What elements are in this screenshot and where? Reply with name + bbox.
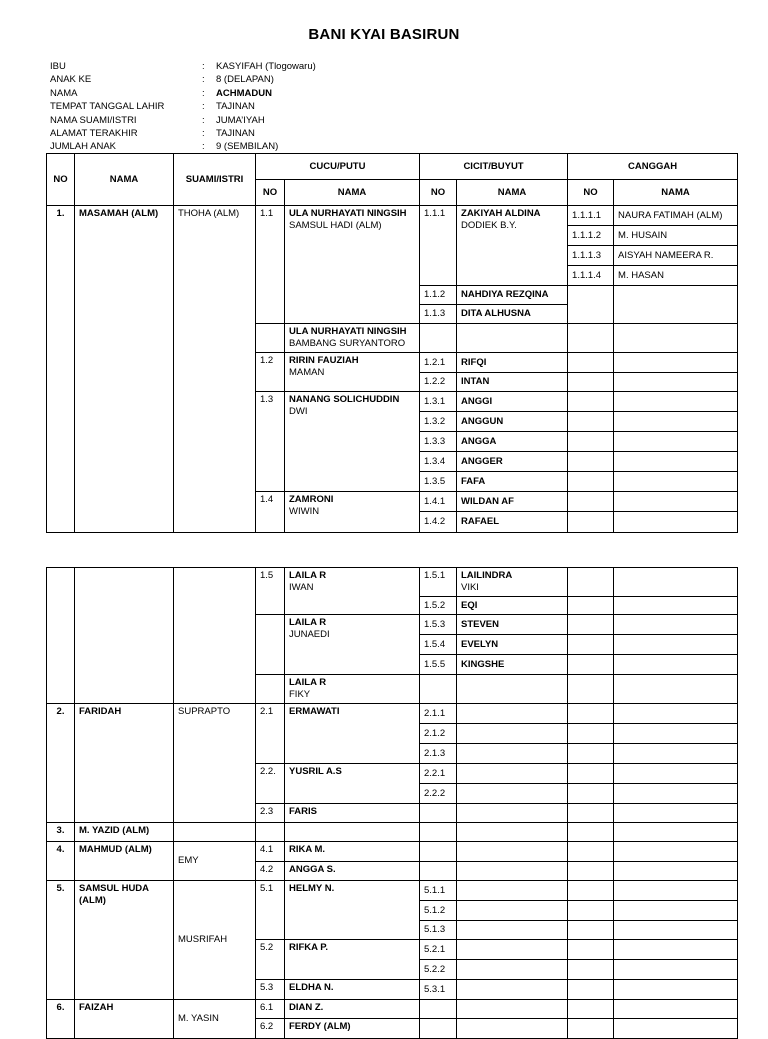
grandchild-name: FERDY (ALM) (285, 1019, 420, 1039)
empty-cell (568, 862, 614, 881)
empty-cell (568, 980, 614, 1000)
info-label: IBU (50, 61, 66, 72)
empty-cell (614, 392, 738, 412)
empty-cell (420, 1019, 457, 1039)
great-grandchild-name: ANGGUN (457, 412, 568, 432)
empty-cell (614, 324, 738, 353)
grandchild-no: 5.2 (256, 940, 285, 980)
empty-cell (614, 373, 738, 392)
child-no: 3. (47, 823, 75, 842)
grandchild-no: 1.4 (256, 492, 285, 533)
empty-cell (614, 597, 738, 615)
grandchild-no: 5.3 (256, 980, 285, 1000)
great-grandchild-no: 1.5.5 (420, 655, 457, 675)
grandchild-name: LAILA R (289, 570, 327, 581)
empty-cell (614, 704, 738, 724)
document-title: BANI KYAI BASIRUN (308, 26, 460, 43)
empty-cell (614, 842, 738, 862)
empty-cell (568, 568, 614, 597)
empty-cell (614, 286, 738, 324)
grandchild-spouse: WIWIN (289, 506, 320, 517)
info-row-ibu (50, 60, 316, 73)
empty-cell (420, 823, 457, 842)
child-no: 5. (47, 881, 75, 1000)
great-grandchild-no: 5.2.1 (420, 940, 457, 960)
great-grandchild-no: 2.2.2 (420, 784, 457, 804)
child-no: 6. (47, 1000, 75, 1039)
empty-cell (256, 615, 285, 675)
empty-cell (420, 804, 457, 823)
grandchild-no: 2.1 (256, 704, 285, 764)
great-grandchild-cell (457, 568, 568, 597)
empty-cell (614, 492, 738, 512)
grandchild-name: LAILA R (289, 677, 327, 688)
empty-cell (568, 921, 614, 940)
grandchild-no: 2.3 (256, 804, 285, 823)
person-info (50, 60, 316, 154)
grandchild-cell (285, 392, 420, 492)
empty-cell (47, 568, 75, 704)
great-grandchild-no: 1.3.2 (420, 412, 457, 432)
great-grandchild-name: KINGSHE (457, 655, 568, 675)
empty-cell (568, 1019, 614, 1039)
grandchild-no: 6.2 (256, 1019, 285, 1039)
empty-cell (568, 764, 614, 784)
grandchild-spouse: MAMAN (289, 367, 325, 378)
empty-cell (568, 472, 614, 492)
info-row-jumlah-anak (50, 140, 316, 153)
empty-cell (457, 324, 568, 353)
great-great-grandchild-name: AISYAH NAMEERA R. (614, 246, 738, 266)
great-grandchild-no: 1.3.1 (420, 392, 457, 412)
grandchild-cell (285, 615, 420, 675)
empty-cell (457, 1000, 568, 1019)
child-spouse: M. YASIN (174, 1000, 256, 1039)
great-grandchild-no: 5.1.3 (420, 921, 457, 940)
great-grandchild-name: EQI (457, 597, 568, 615)
family-table-1 (46, 153, 738, 533)
great-great-grandchild-no: 1.1.1.4 (568, 266, 614, 286)
grandchild-no: 2.2. (256, 764, 285, 804)
info-value: TAJINAN (216, 127, 255, 139)
great-grandchild-spouse: VIKI (461, 582, 479, 593)
grandchild-no: 5.1 (256, 881, 285, 940)
empty-cell (256, 823, 285, 842)
empty-cell (457, 764, 568, 784)
empty-cell (420, 324, 457, 353)
info-value: KASYIFAH (Tlogowaru) (216, 61, 316, 72)
info-row-nama (50, 87, 316, 100)
info-row-alamat (50, 127, 316, 140)
info-label: TEMPAT TANGGAL LAHIR (50, 101, 165, 113)
grandchild-name: NANANG SOLICHUDDIN (289, 394, 400, 405)
grandchild-name: FARIS (285, 804, 420, 823)
empty-cell (457, 881, 568, 901)
great-grandchild-name: FAFA (457, 472, 568, 492)
empty-cell (614, 615, 738, 635)
empty-cell (614, 940, 738, 960)
great-grandchild-name: STEVEN (457, 615, 568, 635)
empty-cell (614, 784, 738, 804)
empty-cell (614, 635, 738, 655)
great-great-grandchild-no: 1.1.1.3 (568, 246, 614, 266)
great-grandchild-name: ANGGER (457, 452, 568, 472)
empty-cell (614, 862, 738, 881)
great-grandchild-name: WILDAN AF (457, 492, 568, 512)
great-grandchild-name: ZAKIYAH ALDINA (461, 208, 541, 219)
great-grandchild-no: 1.4.1 (420, 492, 457, 512)
empty-cell (457, 960, 568, 980)
header-nama: NAMA (75, 154, 174, 206)
empty-cell (568, 432, 614, 452)
great-grandchild-no: 1.4.2 (420, 512, 457, 533)
grandchild-name: DIAN Z. (285, 1000, 420, 1019)
info-value: 9 (SEMBILAN) (216, 141, 279, 153)
empty-cell (614, 744, 738, 764)
empty-cell (457, 940, 568, 960)
great-great-grandchild-name: NAURA FATIMAH (ALM) (614, 206, 738, 226)
table-row (47, 881, 738, 901)
empty-cell (568, 744, 614, 764)
great-grandchild-no: 5.1.1 (420, 881, 457, 901)
grandchild-name: ANGGA S. (285, 862, 420, 881)
child-name: SAMSUL HUDA (ALM) (75, 881, 174, 1000)
great-grandchild-cell (457, 206, 568, 286)
header-no: NO (47, 154, 75, 206)
empty-cell (457, 704, 568, 724)
info-separator: : (202, 114, 205, 126)
child-name: MASAMAH (ALM) (75, 206, 174, 533)
grandchild-no: 1.2 (256, 353, 285, 392)
empty-cell (457, 744, 568, 764)
info-label: ALAMAT TERAKHIR (50, 127, 138, 139)
grandchild-cell (285, 353, 420, 392)
empty-cell (614, 901, 738, 921)
empty-cell (568, 823, 614, 842)
empty-cell (457, 842, 568, 862)
info-row-anak-ke (50, 73, 316, 86)
great-grandchild-no: 1.5.4 (420, 635, 457, 655)
empty-cell (568, 597, 614, 615)
empty-cell (457, 823, 568, 842)
empty-cell (568, 675, 614, 704)
great-grandchild-no: 1.3.4 (420, 452, 457, 472)
grandchild-spouse: BAMBANG SURYANTORO (289, 338, 406, 349)
great-grandchild-no: 2.2.1 (420, 764, 457, 784)
great-grandchild-no: 1.2.1 (420, 353, 457, 373)
empty-cell (457, 901, 568, 921)
empty-cell (568, 373, 614, 392)
info-separator: : (202, 141, 205, 153)
grandchild-name: ELDHA N. (285, 980, 420, 1000)
empty-cell (614, 804, 738, 823)
empty-cell (614, 655, 738, 675)
great-grandchild-spouse: DODIEK B.Y. (461, 220, 517, 231)
child-no: 4. (47, 842, 75, 881)
empty-cell (568, 960, 614, 980)
grandchild-cell (285, 568, 420, 615)
empty-cell (614, 980, 738, 1000)
great-grandchild-no: 1.3.3 (420, 432, 457, 452)
empty-cell (568, 724, 614, 744)
info-row-nama-suami-istri (50, 114, 316, 127)
empty-cell (614, 1000, 738, 1019)
great-great-grandchild-no: 1.1.1.2 (568, 226, 614, 246)
great-grandchild-no: 2.1.2 (420, 724, 457, 744)
empty-cell (568, 1000, 614, 1019)
great-grandchild-name: RAFAEL (457, 512, 568, 533)
empty-cell (457, 1019, 568, 1039)
grandchild-no: 4.1 (256, 842, 285, 862)
grandchild-spouse: DWI (289, 406, 308, 417)
grandchild-name: ULA NURHAYATI NINGSIH (289, 208, 407, 219)
great-grandchild-no: 1.1.2 (420, 286, 457, 305)
empty-cell (568, 635, 614, 655)
grandchild-name: ZAMRONI (289, 494, 334, 505)
great-grandchild-no: 2.1.3 (420, 744, 457, 764)
great-grandchild-no: 1.2.2 (420, 373, 457, 392)
great-grandchild-no: 5.2.2 (420, 960, 457, 980)
great-grandchild-no: 1.1.3 (420, 305, 457, 324)
table-row (47, 1000, 738, 1019)
empty-cell (614, 412, 738, 432)
grandchild-name: RIKA M. (285, 842, 420, 862)
empty-cell (614, 960, 738, 980)
header-row (47, 154, 738, 180)
info-value: TAJINAN (216, 101, 255, 113)
empty-cell (568, 881, 614, 901)
info-separator: : (202, 127, 205, 139)
empty-cell (568, 324, 614, 353)
empty-cell (174, 568, 256, 704)
table-row (47, 842, 738, 862)
great-grandchild-name: RIFQI (457, 353, 568, 373)
child-spouse: THOHA (ALM) (174, 206, 256, 533)
empty-cell (614, 452, 738, 472)
info-row-tempat-lahir (50, 100, 316, 113)
info-separator: : (202, 74, 205, 86)
empty-cell (614, 353, 738, 373)
info-value: JUMA’IYAH (216, 114, 265, 126)
empty-cell (285, 823, 420, 842)
info-label: ANAK KE (50, 74, 92, 86)
subheader-nama: NAMA (457, 180, 568, 206)
empty-cell (614, 724, 738, 744)
grandchild-no: 6.1 (256, 1000, 285, 1019)
empty-cell (568, 512, 614, 533)
info-value: ACHMADUN (216, 87, 272, 99)
great-grandchild-no: 2.1.1 (420, 704, 457, 724)
great-grandchild-no: 1.1.1 (420, 206, 457, 286)
empty-cell (614, 568, 738, 597)
empty-cell (568, 655, 614, 675)
great-grandchild-name: INTAN (457, 373, 568, 392)
grandchild-spouse: JUNAEDI (289, 629, 330, 640)
grandchild-spouse: FIKY (289, 689, 311, 700)
info-separator: : (202, 87, 205, 99)
family-table-2 (46, 567, 738, 1039)
header-cicit: CICIT/BUYUT (420, 154, 568, 180)
empty-cell (256, 675, 285, 704)
great-great-grandchild-no: 1.1.1.1 (568, 206, 614, 226)
child-spouse: MUSRIFAH (174, 881, 256, 1000)
child-spouse: SUPRAPTO (174, 704, 256, 823)
header-canggah: CANGGAH (568, 154, 738, 180)
empty-cell (614, 881, 738, 901)
subheader-no: NO (256, 180, 285, 206)
empty-cell (568, 452, 614, 472)
child-name: FARIDAH (75, 704, 174, 823)
great-grandchild-name: DITA ALHUSNA (457, 305, 568, 324)
empty-cell (568, 901, 614, 921)
empty-cell (614, 432, 738, 452)
great-great-grandchild-name: M. HASAN (614, 266, 738, 286)
empty-cell (568, 392, 614, 412)
empty-cell (568, 842, 614, 862)
grandchild-cell (285, 324, 420, 353)
info-label: NAMA (50, 87, 78, 99)
table-row (47, 206, 738, 226)
subheader-nama: NAMA (285, 180, 420, 206)
grandchild-cell (285, 675, 420, 704)
grandchild-spouse: SAMSUL HADI (ALM) (289, 220, 382, 231)
table-row (47, 704, 738, 724)
header-suami-istri: SUAMI/ISTRI (174, 154, 256, 206)
grandchild-no: 4.2 (256, 862, 285, 881)
empty-cell (568, 353, 614, 373)
grandchild-no: 1.5 (256, 568, 285, 615)
empty-cell (457, 921, 568, 940)
empty-cell (568, 940, 614, 960)
grandchild-no: 1.3 (256, 392, 285, 492)
empty-cell (457, 724, 568, 744)
table-row (47, 568, 738, 597)
info-value: 8 (DELAPAN) (216, 74, 274, 86)
empty-cell (457, 804, 568, 823)
grandchild-cell (285, 492, 420, 533)
child-name: MAHMUD (ALM) (75, 842, 174, 881)
grandchild-name: HELMY N. (285, 881, 420, 940)
great-grandchild-no: 1.5.3 (420, 615, 457, 635)
grandchild-name: RIFKA P. (285, 940, 420, 980)
empty-cell (568, 412, 614, 432)
subheader-nama: NAMA (614, 180, 738, 206)
great-grandchild-name: ANGGI (457, 392, 568, 412)
empty-cell (568, 615, 614, 635)
child-no: 1. (47, 206, 75, 533)
empty-cell (75, 568, 174, 704)
grandchild-cell (285, 206, 420, 324)
header-cucu: CUCU/PUTU (256, 154, 420, 180)
empty-cell (420, 1000, 457, 1019)
child-name: FAIZAH (75, 1000, 174, 1039)
great-grandchild-no: 1.5.2 (420, 597, 457, 615)
empty-cell (420, 842, 457, 862)
great-grandchild-no: 5.3.1 (420, 980, 457, 1000)
empty-cell (614, 472, 738, 492)
info-label: JUMLAH ANAK (50, 141, 116, 153)
empty-cell (568, 286, 614, 324)
grandchild-name: ERMAWATI (285, 704, 420, 764)
empty-cell (457, 784, 568, 804)
child-name: M. YAZID (ALM) (75, 823, 174, 842)
child-spouse: EMY (174, 842, 256, 881)
empty-cell (614, 921, 738, 940)
great-grandchild-name: EVELYN (457, 635, 568, 655)
empty-cell (256, 324, 285, 353)
empty-cell (568, 804, 614, 823)
empty-cell (568, 784, 614, 804)
empty-cell (457, 675, 568, 704)
grandchild-spouse: IWAN (289, 582, 314, 593)
great-grandchild-name: ANGGA (457, 432, 568, 452)
empty-cell (420, 675, 457, 704)
grandchild-name: ULA NURHAYATI NINGSIH (289, 326, 407, 337)
great-great-grandchild-name: M. HUSAIN (614, 226, 738, 246)
empty-cell (614, 1019, 738, 1039)
subheader-no: NO (568, 180, 614, 206)
empty-cell (614, 512, 738, 533)
empty-cell (568, 492, 614, 512)
info-separator: : (202, 101, 205, 113)
empty-cell (420, 862, 457, 881)
great-grandchild-no: 5.1.2 (420, 901, 457, 921)
empty-cell (568, 704, 614, 724)
great-grandchild-name: LAILINDRA (461, 570, 513, 581)
info-separator: : (202, 61, 205, 72)
great-grandchild-no: 1.5.1 (420, 568, 457, 597)
empty-cell (457, 862, 568, 881)
child-no: 2. (47, 704, 75, 823)
empty-cell (457, 980, 568, 1000)
empty-cell (614, 823, 738, 842)
great-grandchild-name: NAHDIYA REZQINA (457, 286, 568, 305)
info-label: NAMA SUAMI/ISTRI (50, 114, 137, 126)
empty-cell (174, 823, 256, 842)
grandchild-name: RIRIN FAUZIAH (289, 355, 359, 366)
great-grandchild-no: 1.3.5 (420, 472, 457, 492)
table-row (47, 823, 738, 842)
grandchild-name: LAILA R (289, 617, 327, 628)
empty-cell (614, 675, 738, 704)
subheader-no: NO (420, 180, 457, 206)
empty-cell (614, 764, 738, 784)
grandchild-name: YUSRIL A.S (285, 764, 420, 804)
grandchild-no: 1.1 (256, 206, 285, 324)
